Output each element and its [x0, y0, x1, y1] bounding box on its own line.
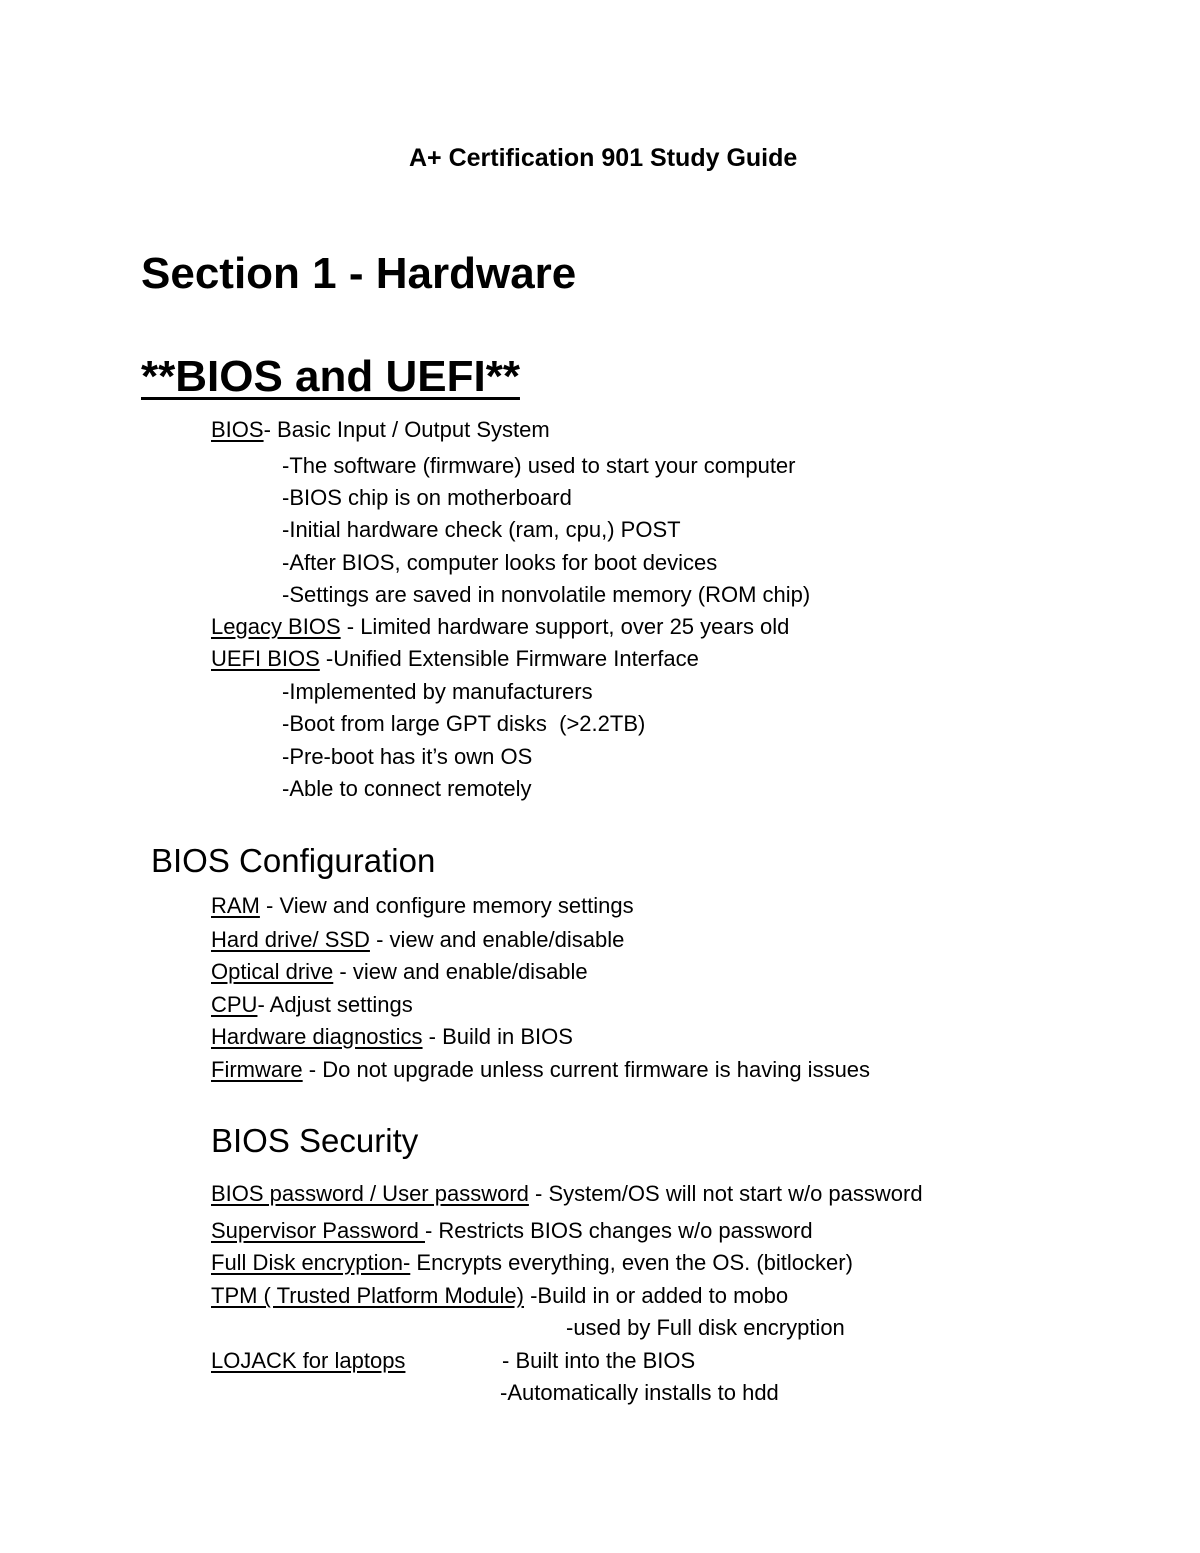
legacy-bios-line	[211, 616, 789, 638]
lojack-term: LOJACK for laptops	[211, 1348, 406, 1373]
lojack-definition: - Built into the BIOS	[502, 1348, 696, 1373]
uefi-bios-definition: -Unified Extensible Firmware Interface	[319, 646, 699, 671]
security-definition: -Build in or added to mobo	[523, 1283, 789, 1308]
config-term: Firmware	[211, 1057, 303, 1082]
bios-term: BIOS	[211, 417, 264, 442]
security-term: BIOS password / User password	[211, 1181, 529, 1206]
config-definition: - View and configure memory settings	[259, 893, 634, 918]
config-definition: - view and enable/disable	[333, 959, 588, 984]
bios-point: -After BIOS, computer looks for boot devices	[282, 550, 718, 575]
bios-uefi-heading: **BIOS and UEFI**	[141, 352, 520, 401]
security-item	[211, 1252, 853, 1274]
uefi-point: -Implemented by manufacturers	[282, 679, 593, 704]
uefi-point: -Boot from large GPT disks (>2.2TB)	[282, 711, 646, 736]
document-title: A+ Certification 901 Study Guide	[409, 144, 798, 172]
config-definition: - Do not upgrade unless current firmware is having issues	[302, 1057, 871, 1082]
config-item	[211, 1059, 870, 1081]
legacy-bios-term: Legacy BIOS	[211, 614, 341, 639]
bios-point: -Initial hardware check (ram, cpu,) POST	[282, 517, 681, 542]
uefi-bios-line	[211, 648, 699, 670]
config-term: Hard drive/ SSD	[211, 927, 370, 952]
security-definition: Encrypts everything, even the OS. (bitlocker)	[410, 1250, 853, 1275]
bios-point: -The software (firmware) used to start your computer	[282, 453, 796, 478]
config-item	[211, 929, 624, 951]
security-term: TPM ( Trusted Platform Module)	[211, 1283, 524, 1308]
bios-definition-line	[211, 419, 550, 441]
security-term: Full Disk encryption-	[211, 1250, 411, 1275]
config-item	[211, 961, 588, 983]
config-term: RAM	[211, 893, 260, 918]
security-definition: - System/OS will not start w/o password	[528, 1181, 923, 1206]
bios-point: -Settings are saved in nonvolatile memory (ROM chip)	[282, 582, 811, 607]
bios-point: -BIOS chip is on motherboard	[282, 485, 572, 510]
tpm-extra-note: -used by Full disk encryption	[566, 1315, 845, 1340]
config-definition: - Adjust settings	[257, 992, 413, 1017]
uefi-bios-term: UEFI BIOS	[211, 646, 320, 671]
config-definition: - view and enable/disable	[369, 927, 625, 952]
security-term: Supervisor Password	[211, 1218, 425, 1243]
config-term: Hardware diagnostics	[211, 1024, 423, 1049]
security-item	[211, 1285, 788, 1307]
uefi-point: -Pre-boot has it’s own OS	[282, 744, 533, 769]
config-item	[211, 895, 634, 917]
config-term: Optical drive	[211, 959, 334, 984]
config-item	[211, 1026, 573, 1048]
uefi-point: -Able to connect remotely	[282, 776, 532, 801]
config-definition: - Build in BIOS	[422, 1024, 573, 1049]
bios-configuration-heading: BIOS Configuration	[151, 842, 436, 879]
config-item	[211, 994, 413, 1016]
security-item	[211, 1220, 813, 1242]
bios-definition: - Basic Input / Output System	[263, 417, 550, 442]
security-item	[211, 1183, 923, 1205]
section-title: Section 1 - Hardware	[141, 249, 577, 298]
security-definition: - Restricts BIOS changes w/o password	[424, 1218, 813, 1243]
legacy-bios-definition: - Limited hardware support, over 25 years old	[340, 614, 790, 639]
config-term: CPU	[211, 992, 258, 1017]
lojack-extra-note: -Automatically installs to hdd	[500, 1380, 779, 1405]
bios-security-heading: BIOS Security	[211, 1122, 419, 1159]
